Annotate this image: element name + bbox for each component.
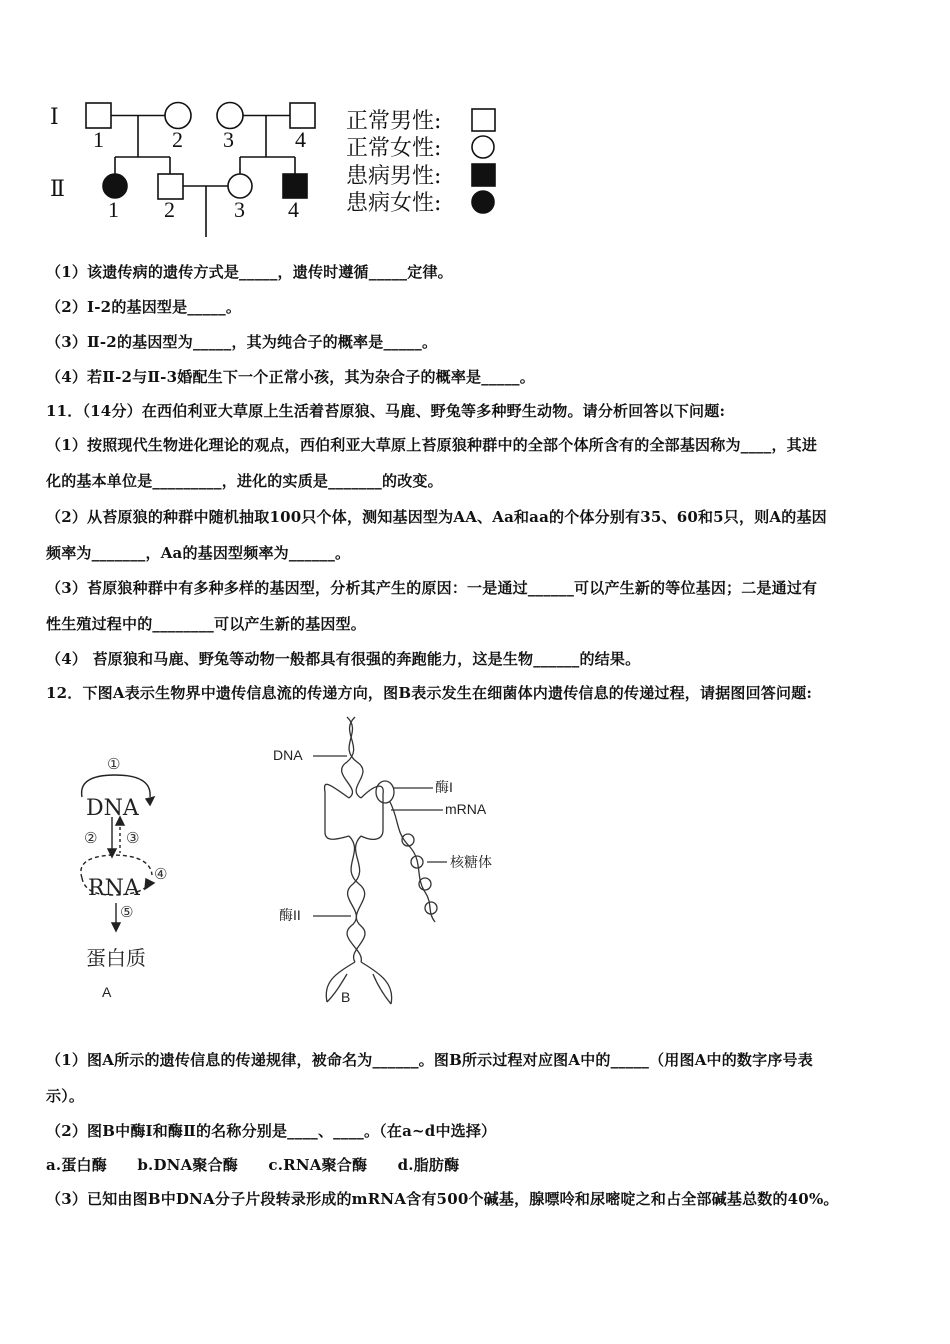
legend-affected-male-symbol — [472, 164, 495, 186]
pedigree-I-4-normal-male — [290, 103, 315, 128]
gen-label-I: Ⅰ — [50, 104, 59, 129]
pedigree-II-1-affected-female — [103, 174, 127, 198]
mrna-label: mRNA — [445, 801, 487, 817]
legend-label: 患病男性: — [346, 164, 442, 189]
q12-options: a.蛋白酶 b.DNA聚合酶 c.RNA聚合酶 d.脂肪酶 — [46, 1156, 460, 1174]
pedigree-chart — [40, 90, 520, 245]
pedigree-II-2-normal-male — [158, 174, 183, 199]
q11-line: 化的基本单位是_________，进化的实质是_______的改变。 — [46, 472, 443, 490]
step-1-label: ① — [107, 755, 121, 773]
enzyme-2-label: 酶II — [279, 907, 301, 923]
legend-label: 正常女性: — [346, 136, 442, 161]
pedigree-II-4-affected-male — [283, 174, 307, 198]
figure-b-caption: B — [341, 989, 351, 1005]
gen1-number: 2 — [172, 127, 183, 152]
figure-a-caption: A — [102, 984, 112, 1000]
q12-line: （3）已知由图B中DNA分子片段转录形成的mRNA含有500个碱基，腺嘌呤和尿嘧啶之和占全部碱基总数的40%。 — [46, 1190, 839, 1208]
q11-line: 频率为_______，Aa的基因型频率为______。 — [46, 544, 351, 562]
pedigree-I-2-normal-female — [165, 103, 191, 129]
gen-label-II: Ⅱ — [50, 176, 65, 201]
gen2-number: 4 — [288, 197, 299, 222]
gen2-number: 3 — [234, 197, 245, 222]
legend-label: 正常男性: — [346, 109, 442, 134]
gen2-number: 2 — [164, 197, 175, 222]
q11-heading: 11．（14分）在西伯利亚大草原上生活着苔原狼、马鹿、野兔等多种野生动物。请分析回答以下问题: — [46, 402, 726, 420]
figure-b-transcription-translation — [265, 712, 525, 1012]
gen1-number: 3 — [223, 127, 234, 152]
legend-normal-female-symbol — [472, 136, 494, 158]
dna-label: DNA — [273, 747, 303, 763]
q12-line: （1）图A所示的遗传信息的传递规律，被命名为______。图B所示过程对应图A中的_____（用图A中的数字序号表 — [46, 1051, 813, 1069]
ribosome-label: 核糖体 — [450, 854, 492, 870]
gen1-number: 1 — [93, 127, 104, 152]
rna-node: RNA — [88, 876, 140, 901]
q12-line: 示）。 — [46, 1087, 85, 1105]
q11-line: 性生殖过程中的________可以产生新的基因型。 — [46, 615, 367, 633]
q12-heading: 12．下图A表示生物界中遗传信息流的传递方向，图B表示发生在细菌体内遗传信息的传递过程，请据图回答问题: — [46, 684, 813, 702]
protein-node: 蛋白质 — [86, 946, 146, 970]
q12-line: （2）图B中酶Ⅰ和酶Ⅱ的名称分别是____、____。（在a~d中选择） — [46, 1122, 497, 1140]
q10-line: （3）Ⅱ-2的基因型为_____，其为纯合子的概率是_____。 — [46, 333, 438, 351]
step-4-label: ④ — [154, 865, 168, 883]
legend-label: 患病女性: — [346, 191, 442, 216]
pedigree-I-3-normal-female — [217, 103, 243, 129]
step-3-label: ③ — [126, 829, 140, 847]
legend-affected-female-symbol — [472, 191, 494, 213]
step-5-label: ⑤ — [120, 903, 134, 921]
pedigree-II-3-normal-female — [228, 174, 252, 198]
q11-line: （2）从苔原狼的种群中随机抽取100只个体，测知基因型为AA、Aa和aa的个体分别有35、60和5只，则A的基因 — [46, 508, 827, 526]
figure-a-central-dogma — [60, 745, 200, 1005]
q11-line: （4） 苔原狼和马鹿、野兔等动物一般都具有很强的奔跑能力，这是生物______的结果。 — [46, 650, 641, 668]
gen2-number: 1 — [108, 197, 119, 222]
dna-node: DNA — [86, 796, 139, 821]
pedigree-I-1-normal-male — [86, 103, 111, 128]
q10-line: （1）该遗传病的遗传方式是_____，遗传时遵循_____定律。 — [46, 263, 453, 281]
q10-line: （4）若Ⅱ-2与Ⅱ-3婚配生下一个正常小孩，其为杂合子的概率是_____。 — [46, 368, 535, 386]
q10-line: （2）Ⅰ-2的基因型是_____。 — [46, 298, 242, 316]
step-2-label: ② — [84, 829, 98, 847]
q11-line: （3）苔原狼种群中有多种多样的基因型，分析其产生的原因：一是通过______可以产生新的等位基因；二是通过有 — [46, 579, 818, 597]
enzyme-1-label: 酶I — [435, 779, 453, 795]
legend-normal-male-symbol — [472, 109, 495, 131]
gen1-number: 4 — [295, 127, 306, 152]
q11-line: （1）按照现代生物进化理论的观点，西伯利亚大草原上苔原狼种群中的全部个体所含有的全部基因称为____，其进 — [46, 436, 818, 454]
